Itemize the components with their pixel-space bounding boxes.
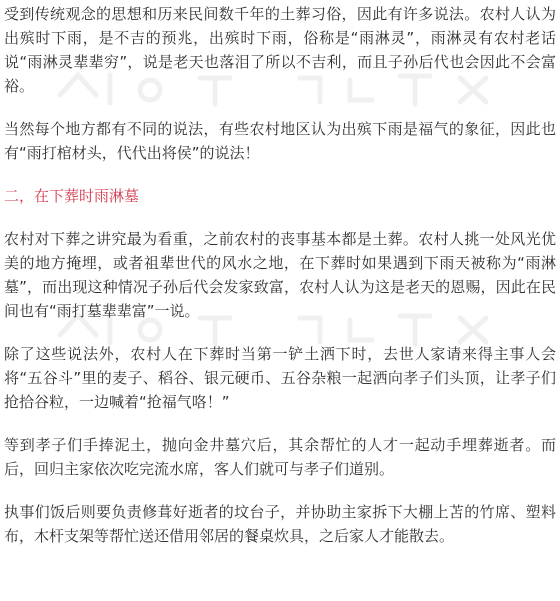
section-heading: 二，在下葬时雨淋墓: [4, 187, 140, 205]
paragraph-2: 当然每个地方都有不同的说法，有些农村地区认为出殡下雨是福气的象征，因此也有“雨打棺材头，代代出将侯”的说法！: [4, 120, 556, 162]
paragraph-3: 农村对下葬之讲究最为看重，之前农村的丧事基本都是土葬。农村人挑一处风光优美的地方掩埋，或者祖辈世代的风水之地，在下葬时如果遇到下雨天被称为“雨淋墓”，而出现这种情况子孙后代会发家致富，农村人认为这是老天的恩赐，因此在民间也有“雨打墓辈辈富”一说。: [4, 230, 556, 320]
paragraph-4: 除了这些说法外，农村人在下葬时当第一铲土洒下时，去世人家请来得主事人会将“五谷斗”里的麦子、稻谷、银元硬币、五谷杂粮一起洒向孝子们头顶，让孝子们抢拾谷粒，一边喊着“抢福气咯！”: [4, 345, 556, 411]
paragraph-6: 执事们饭后则要负责修葺好逝者的坟台子，并协助主家拆下大棚上苫的竹席、塑料布，木杆支架等帮忙送还借用邻居的餐桌炊具，之后家人才能散去。: [4, 503, 556, 545]
paragraph-5: 等到孝子们手捧泥土，抛向金井墓穴后，其余帮忙的人才一起动手埋葬逝者。而后，回归主家依次吃完流水席，客人们就可与孝子们道别。: [4, 436, 556, 478]
article-body: [4, 2, 556, 567]
paragraph-1: 受到传统观念的思想和历来民间数千年的土葬习俗，因此有许多说法。农村人认为出殡时下雨，是不吉的预兆，出殡时下雨，俗称是“雨淋灵”，雨淋灵有农村老话说“雨淋灵辈辈穷”，说是老天也落泪了所以不吉利，而且子孙后代也会因此不会富裕。: [4, 5, 556, 95]
